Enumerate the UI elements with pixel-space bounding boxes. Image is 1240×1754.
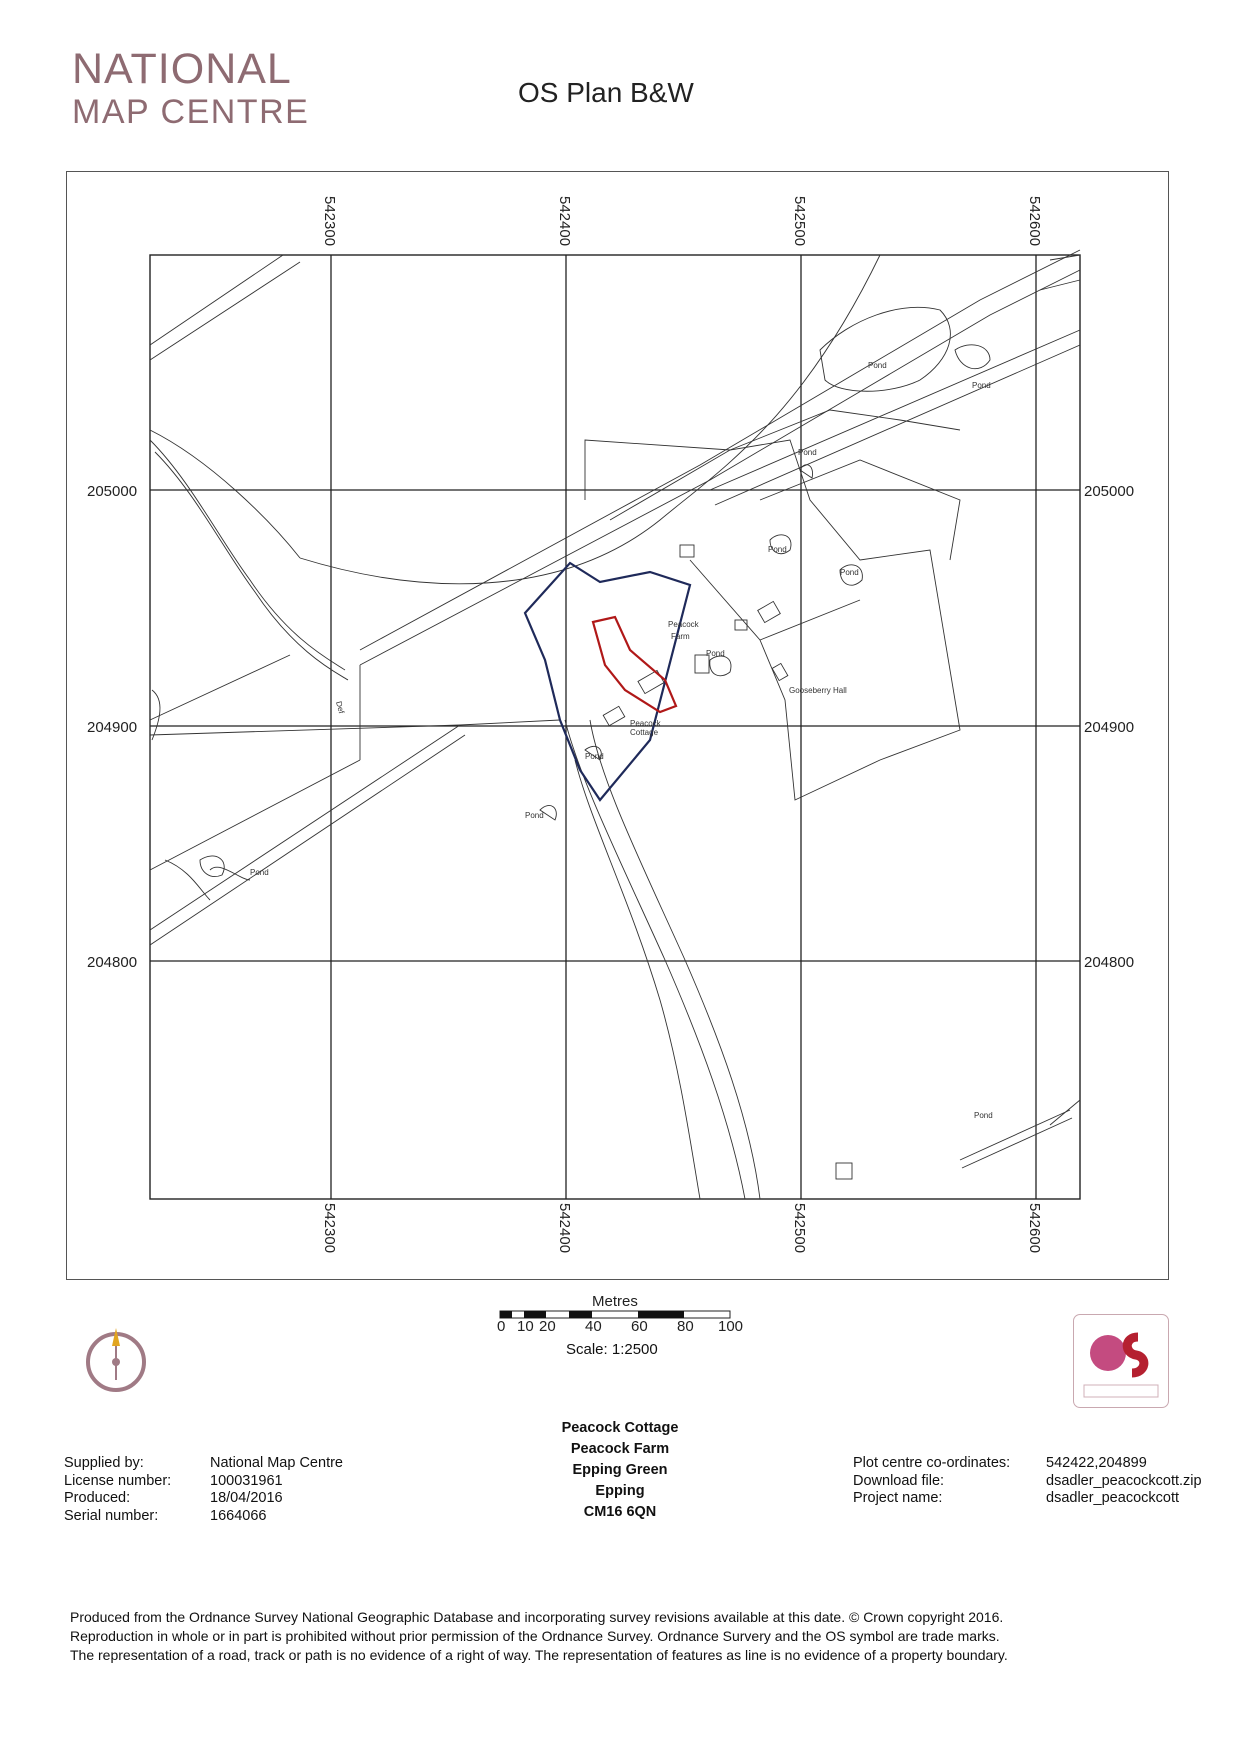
value-supplied-by: National Map Centre: [210, 1455, 343, 1471]
red-site-boundary: [593, 617, 676, 712]
footer-line: Produced from the Ordnance Survey National Geographic Database and incorporating survey revisions available at this date. © Crown copyright 2016.: [70, 1609, 1004, 1625]
map-label-peacock-farm: Farm: [671, 632, 690, 641]
stream: [165, 860, 250, 900]
value-license-number: 100031961: [210, 1472, 283, 1489]
map-label-pond: Pond: [972, 381, 991, 390]
map-label-pond: Pond: [974, 1111, 993, 1120]
value-project-name: dsadler_peacockcott: [1046, 1490, 1179, 1506]
building: [836, 1163, 852, 1179]
info-labels-left: [64, 1455, 204, 1525]
scale-bar: [497, 1293, 743, 1335]
stream: [150, 440, 345, 670]
map-label-pond: Pond: [868, 361, 887, 370]
building: [680, 545, 694, 557]
scale-segment: [638, 1311, 684, 1318]
label-download-file: Download file:: [853, 1472, 945, 1489]
road-edge: [590, 720, 760, 1199]
scale-segment: [500, 1311, 512, 1318]
map-label-pond: Pond: [525, 811, 544, 820]
footer-line: The representation of a road, track or path is no evidence of a right of way. The representation of features as line is no evidence of a property boundary.: [70, 1647, 1008, 1663]
track: [710, 330, 1080, 490]
pond-outline: [710, 656, 731, 676]
site-address: [520, 1418, 720, 1523]
field-boundary: [150, 760, 360, 870]
road-edge: [565, 720, 745, 1199]
field-boundary: [150, 735, 465, 945]
easting-label: 542300: [321, 196, 338, 247]
road-edge: [360, 250, 1080, 650]
map-label-peacock-farm: Peacock: [668, 620, 699, 629]
map-label-peacock-cottage: Peacock: [630, 719, 661, 728]
value-download-file: dsadler_peacockcott.zip: [1046, 1472, 1202, 1489]
building: [603, 706, 625, 725]
logo-line-1: NATIONAL: [72, 45, 292, 93]
address-line: Epping Green: [572, 1462, 668, 1478]
easting-labels-bottom: [321, 1203, 1043, 1253]
road-edge: [360, 270, 1080, 665]
info-values-right: [1046, 1455, 1226, 1508]
scale-tick: 20: [539, 1318, 556, 1335]
address-line: Peacock Cottage: [561, 1420, 679, 1436]
field-boundary: [610, 440, 960, 800]
copyright-footer: [70, 1608, 1180, 1665]
label-serial-number: Serial number:: [64, 1507, 159, 1524]
north-arrow-icon: [81, 1322, 151, 1394]
field-boundary: [152, 690, 160, 740]
value-produced: 18/04/2016: [210, 1490, 283, 1506]
address-line: Epping: [595, 1483, 645, 1499]
easting-label: 542500: [791, 196, 808, 247]
info-labels-right: [853, 1455, 1043, 1508]
field-boundary: [150, 725, 460, 930]
easting-label: 542600: [1026, 196, 1043, 247]
map-label-pond: Pond: [840, 568, 859, 577]
label-supplied-by: Supplied by:: [64, 1455, 144, 1471]
scale-tick: 60: [631, 1318, 648, 1335]
scale-segment: [524, 1311, 546, 1318]
field-boundary: [690, 560, 860, 640]
address-line: CM16 6QN: [583, 1504, 657, 1520]
northing-labels-right: [1084, 483, 1134, 971]
scale-segment: [569, 1311, 592, 1318]
building: [638, 670, 664, 693]
pond-outline: [200, 856, 224, 877]
scale-tick: 100: [718, 1318, 744, 1335]
address-line: Peacock Farm: [570, 1441, 670, 1457]
map-label-gooseberry-hall: Gooseberry Hall: [789, 686, 847, 695]
map-labels: [250, 361, 993, 1120]
map-inner-border: [150, 255, 1080, 1199]
map-label-def: Def: [334, 700, 346, 715]
northing-label: 204900: [1084, 719, 1135, 736]
northing-label: 204900: [87, 719, 138, 736]
footer-line: Reproduction in whole or in part is prohibited without prior permission of the Ordnance Survey. Ordnance Survery and the OS symbol are trade marks.: [70, 1628, 1000, 1644]
scale-text: Scale: 1:2500: [566, 1341, 658, 1358]
os-logo-icon: [1073, 1314, 1169, 1408]
easting-label: 542300: [321, 1203, 338, 1254]
scale-tick: 10: [517, 1318, 534, 1335]
easting-labels-top: [321, 196, 1043, 246]
pond-outline: [820, 307, 950, 391]
field-boundary: [300, 255, 880, 584]
label-produced: Produced:: [64, 1490, 131, 1506]
field-boundary: [585, 440, 730, 500]
easting-label: 542500: [791, 1203, 808, 1254]
scale-tick: 0: [497, 1318, 506, 1335]
northing-label: 205000: [87, 483, 138, 500]
map-label-peacock-cottage: Cottage: [630, 728, 659, 737]
label-license-number: License number:: [64, 1472, 172, 1489]
easting-label: 542400: [556, 196, 573, 247]
building: [735, 620, 747, 630]
map-label-pond: Pond: [706, 649, 725, 658]
easting-label: 542400: [556, 1203, 573, 1254]
value-serial-number: 1664066: [210, 1507, 267, 1524]
field-boundary: [150, 430, 300, 558]
field-boundary: [150, 655, 290, 720]
stream: [155, 452, 348, 680]
field-boundary: [150, 255, 283, 345]
scale-tick: 80: [677, 1318, 694, 1335]
value-plot-centre: 542422,204899: [1046, 1455, 1147, 1471]
scale-tick: 40: [585, 1318, 602, 1335]
road-edge: [575, 760, 700, 1199]
building: [772, 663, 788, 680]
track: [962, 1118, 1072, 1168]
info-values-left: [210, 1455, 410, 1525]
field-boundary: [150, 262, 300, 360]
northing-label: 204800: [87, 954, 138, 971]
logo-line-2: MAP CENTRE: [72, 93, 310, 131]
label-plot-centre: Plot centre co-ordinates:: [853, 1455, 1011, 1471]
map-label-pond: Pond: [768, 545, 787, 554]
pond-outline: [955, 345, 990, 369]
northing-labels-left: [87, 483, 137, 971]
northing-label: 205000: [1084, 483, 1135, 500]
grid-lines: [150, 255, 1080, 1199]
map-label-pond: Pond: [798, 448, 817, 457]
page-title: OS Plan B&W: [518, 77, 694, 108]
label-project-name: Project name:: [853, 1490, 943, 1506]
northing-label: 204800: [1084, 954, 1135, 971]
field-boundary: [760, 460, 960, 560]
building: [758, 601, 781, 622]
map-features: [150, 250, 1080, 1199]
map-label-pond: Pond: [250, 868, 269, 877]
scale-unit: Metres: [592, 1293, 638, 1310]
map-label-pond: Pond: [585, 752, 604, 761]
field-boundary: [460, 720, 560, 725]
easting-label: 542600: [1026, 1203, 1043, 1254]
